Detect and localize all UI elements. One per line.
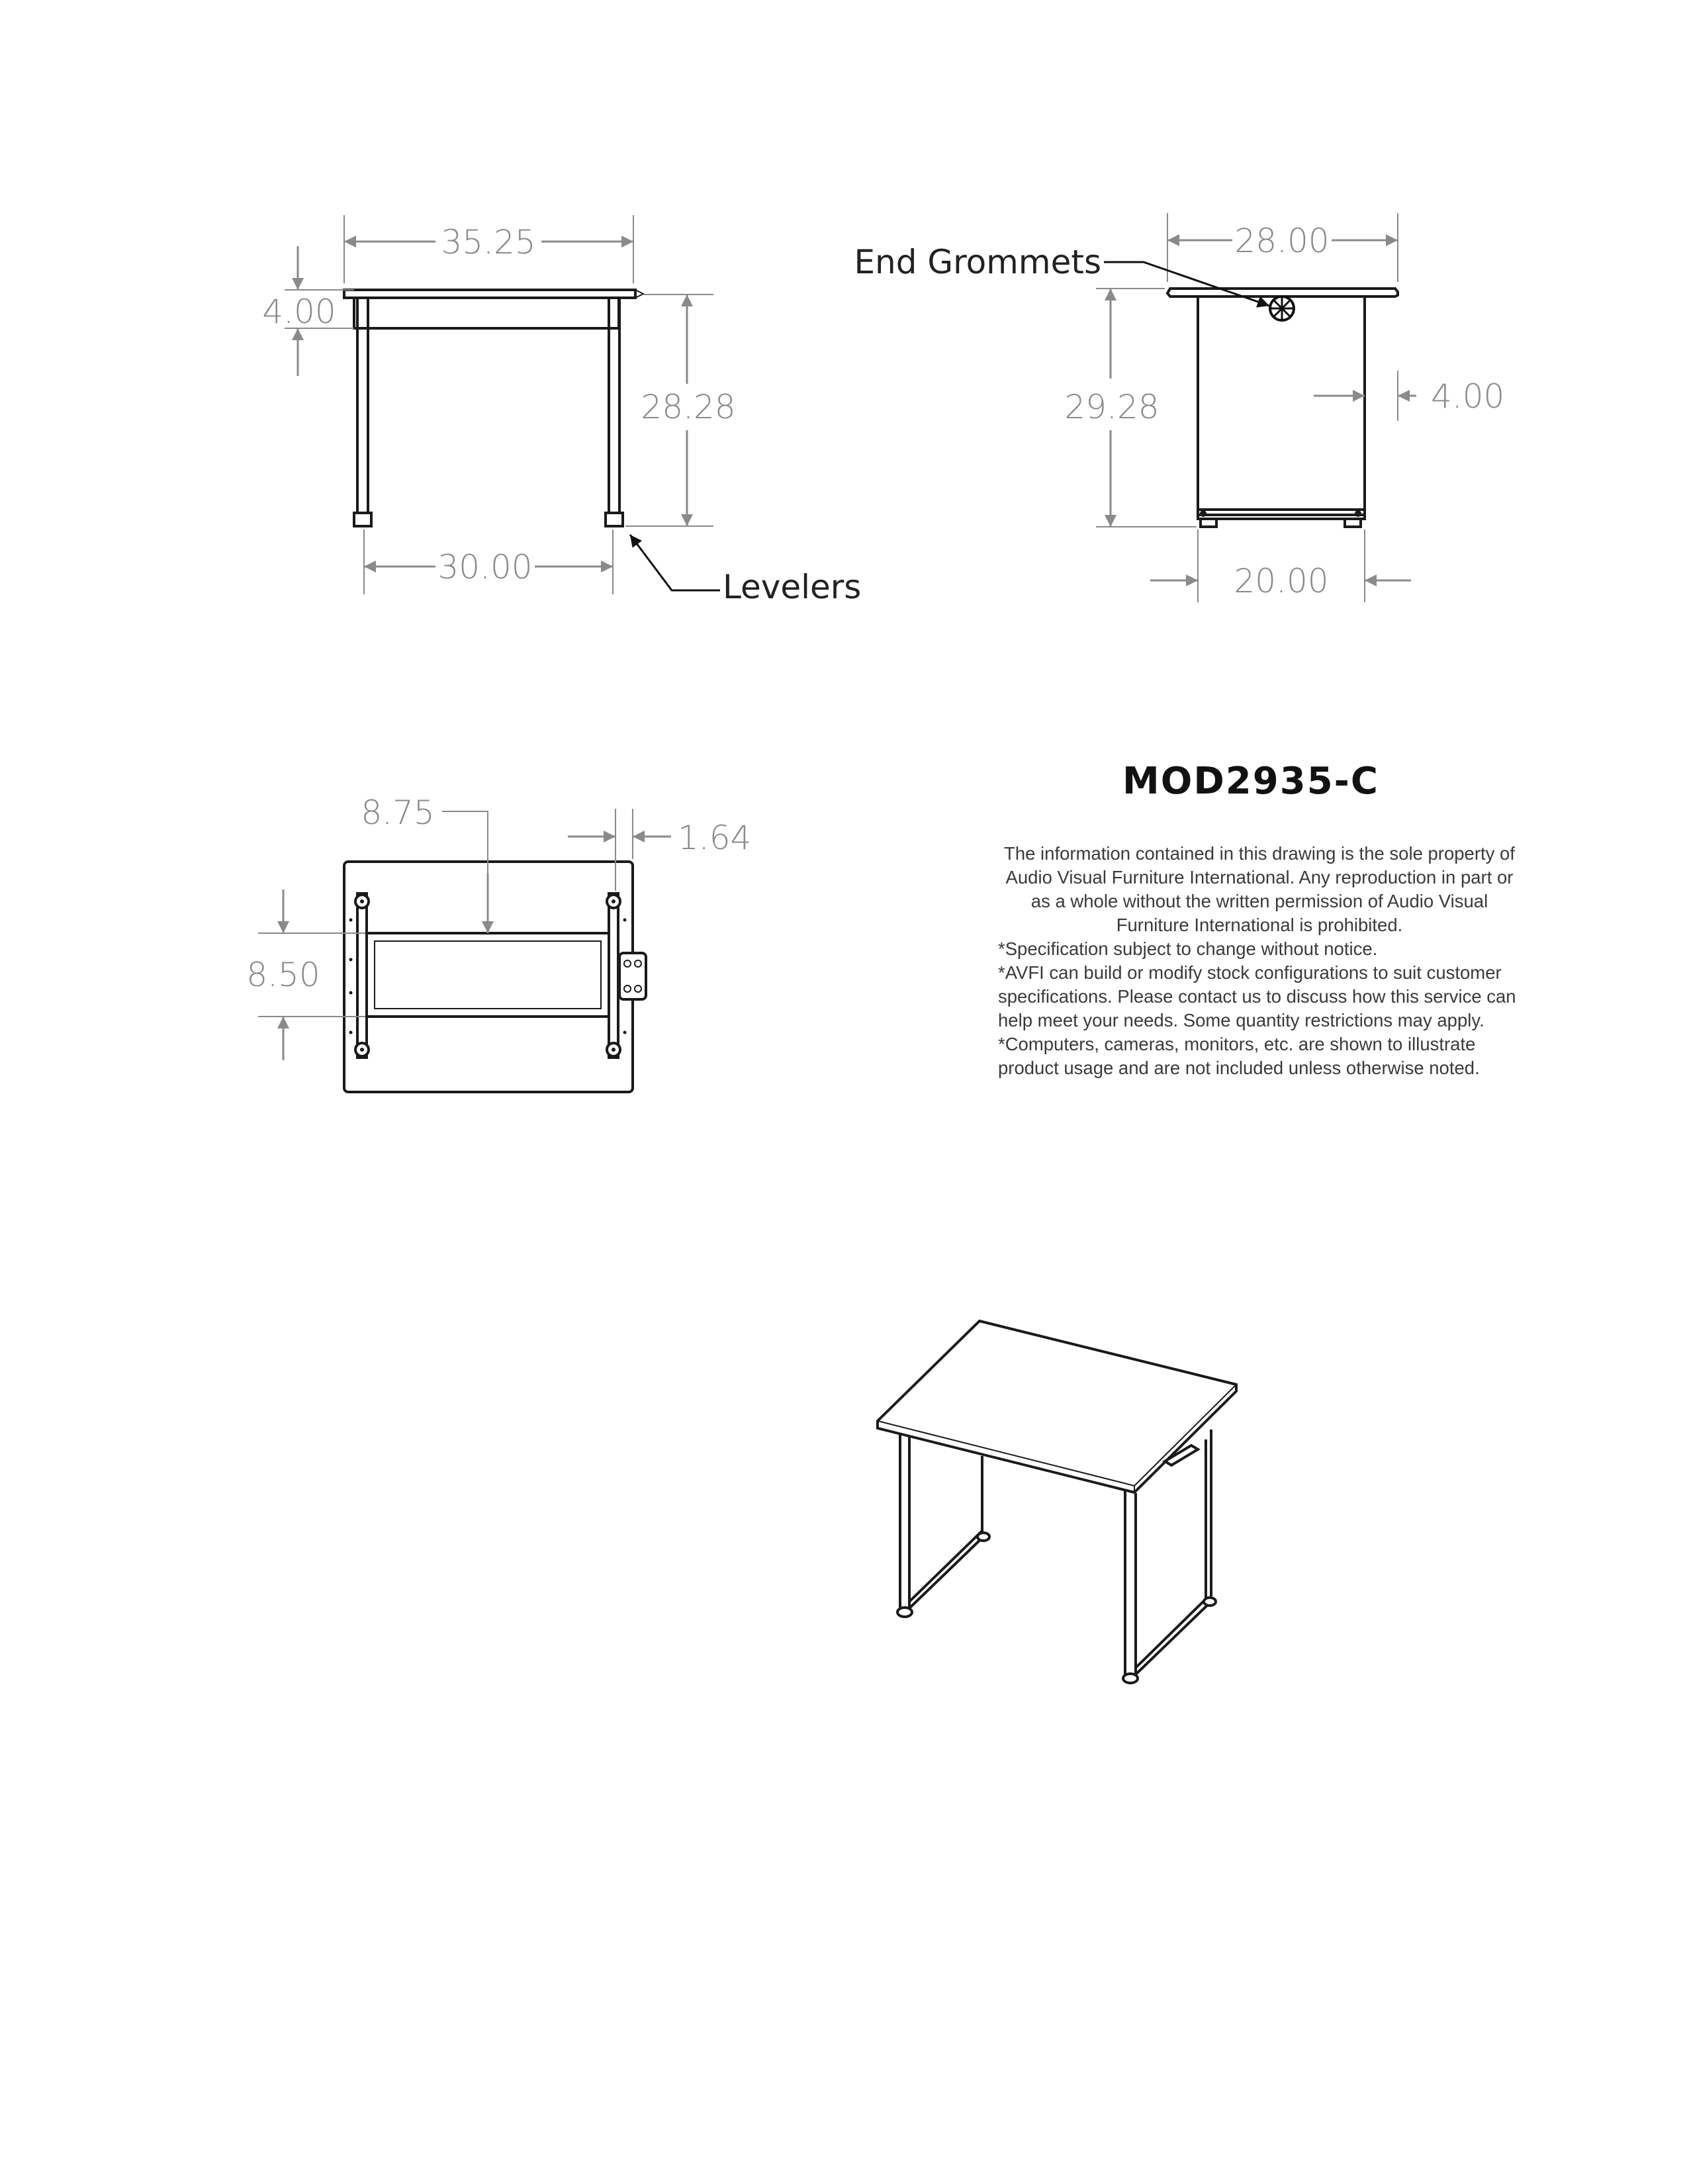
dim-front-leg-height: 28.28 (641, 388, 736, 426)
bottom-view (246, 794, 751, 1092)
note-property-line: Audio Visual Furniture International. Any reproduction in part or (1005, 867, 1514, 887)
notes-block (998, 842, 1521, 1080)
side-glide-right (1345, 519, 1361, 527)
dim-bottom-offset-top: 8.75 (361, 794, 435, 832)
dim-side-depth: 28.00 (1234, 222, 1330, 260)
front-apron (354, 298, 619, 328)
dim-bottom-opening: 8.50 (246, 956, 320, 994)
dim-front-width: 35.25 (441, 223, 536, 261)
side-end-panel (1198, 296, 1365, 515)
callout-end-grommets: End Grommets (854, 243, 1101, 281)
isometric-view (878, 1321, 1236, 1683)
model-number: MOD2935-C (1122, 760, 1379, 803)
front-leveler-right (606, 513, 623, 526)
dim-bottom-offset-side: 1.64 (678, 819, 752, 857)
note-custom-line: help meet your needs. Some quantity restrictions may apply. (998, 1010, 1484, 1030)
bottom-rail-left (357, 893, 367, 1058)
front-leg-left (357, 298, 368, 513)
end-grommet-icon (1270, 296, 1294, 320)
bottom-rail-right (609, 893, 618, 1058)
front-leveler-left (354, 513, 371, 526)
front-leg-right (609, 298, 619, 513)
note-equipment-line: *Computers, cameras, monitors, etc. are shown to illustrate (998, 1034, 1476, 1054)
dim-side-inset: 4.00 (1431, 377, 1505, 416)
note-equipment-line: product usage and are not included unless otherwise noted. (998, 1058, 1480, 1078)
side-glide-left (1201, 519, 1216, 527)
dim-side-height: 29.28 (1064, 388, 1160, 426)
note-spec-change: *Specification subject to change without notice. (998, 938, 1378, 959)
bottom-center-opening (367, 933, 609, 1017)
dim-front-leg-span: 30.00 (437, 548, 533, 586)
side-view (854, 213, 1504, 602)
bottom-grommet-plate (619, 953, 646, 999)
note-custom-line: specifications. Please contact us to discuss how this service can (998, 986, 1516, 1007)
note-property-line: Furniture International is prohibited. (1116, 915, 1403, 935)
note-custom-line: *AVFI can build or modify stock configurations to suit customer (998, 962, 1502, 983)
callout-levelers: Levelers (723, 568, 862, 606)
dim-front-apron: 4.00 (262, 293, 336, 331)
note-property-line: as a whole without the written permission of Audio Visual (1030, 891, 1488, 911)
dim-side-base: 20.00 (1234, 562, 1329, 600)
front-view (262, 215, 861, 606)
note-property-line: The information contained in this drawing is the sole property of (1004, 843, 1515, 864)
